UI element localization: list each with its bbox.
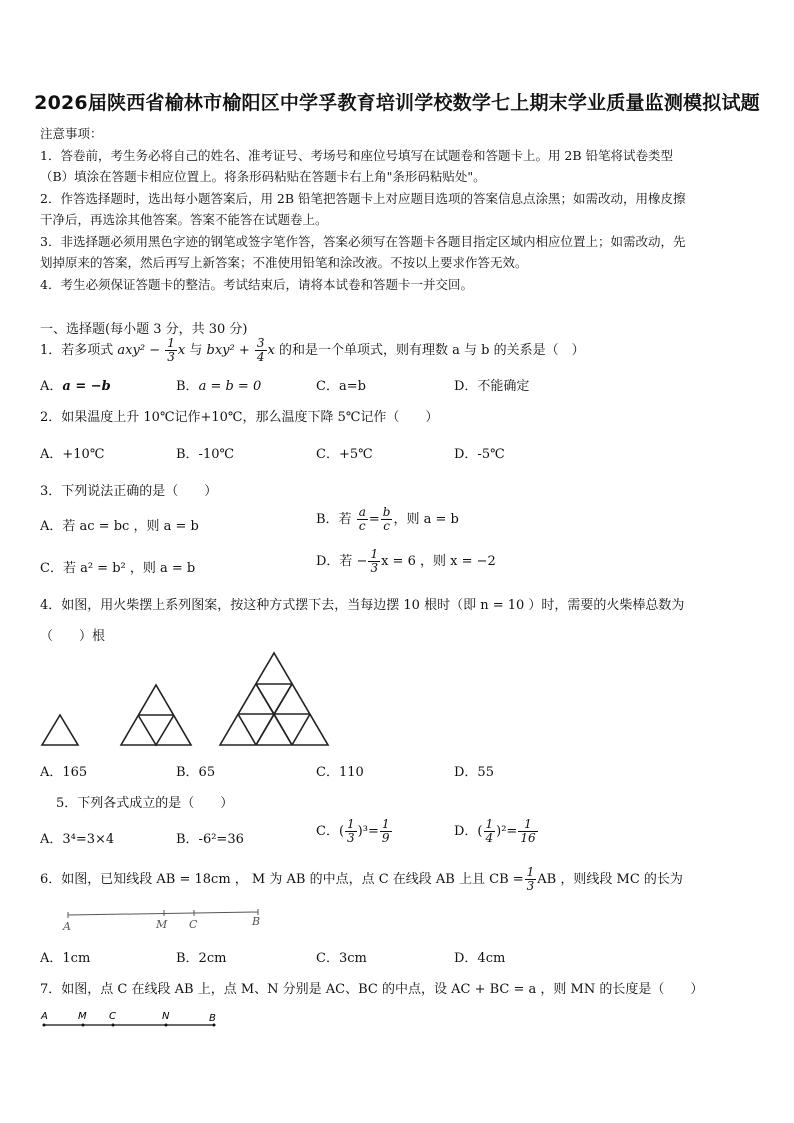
q5-option-c[interactable]: C．( $\frac{1}{3}$ )³= $\frac{1}{9}$ — [316, 817, 390, 845]
triangle-n1 — [42, 715, 78, 745]
q1-option-b[interactable]: B．a = b = 0 — [176, 379, 262, 394]
q4-option-d[interactable]: D．55 — [454, 765, 494, 780]
q5-option-b[interactable]: B．-6²=36 — [176, 832, 244, 847]
point-label: B — [209, 1013, 216, 1024]
q6-option-d[interactable]: D．4cm — [454, 951, 506, 966]
q2-option-c[interactable]: C．+5℃ — [316, 447, 373, 462]
q3-option-b[interactable]: B．若 $\frac{a}{c}$ = $\frac{b}{c}$ ，则 a = b — [316, 505, 459, 533]
question-4-stem: 4．如图，用火柴摆上系列图案，按这种方式摆下去，当每边摆 10 根时（即 n = 10 ）时，需要的火柴棒总数为 — [40, 598, 685, 613]
notice-line: 2．作答选择题时，选出每小题答案后，用 2B 铅笔把答题卡上对应题目选项的答案信息点涂黑；如需改动，用橡皮擦 — [40, 191, 686, 206]
q4-option-c[interactable]: C．110 — [316, 765, 364, 780]
q3-option-a[interactable]: A．若 ac = bc ，则 a = b — [40, 519, 199, 534]
q4-option-b[interactable]: B．65 — [176, 765, 216, 780]
q4-option-a[interactable]: A．165 — [40, 765, 88, 780]
notice-line: 1．答卷前，考生务必将自己的姓名、准考证号、考场号和座位号填写在试题卷和答题卡上。用 2B 铅笔将试卷类型 — [40, 148, 674, 163]
q5-option-d[interactable]: D．( $\frac{1}{4}$ )²= $\frac{1}{16}$ — [454, 817, 536, 845]
question-6-stem: 6．如图，已知线段 AB = 18cm ， M 为 AB 的中点，点 C 在线段 AB 上且 CB = $\frac{1}{3}$ AB ，则线段 MC 的长为 — [40, 865, 683, 893]
notice-line: （B）填涂在答题卡相应位置上。将条形码粘贴在答题卡右上角"条形码粘贴处"。 — [40, 169, 486, 184]
point-label: A — [41, 1011, 48, 1022]
q3-option-c[interactable]: C．若 a² = b² ，则 a = b — [40, 561, 196, 576]
question-5-stem: 5．下列各式成立的是（ ） — [56, 796, 234, 811]
page-title: 2026届陕西省榆林市榆阳区中学孚教育培训学校数学七上期末学业质量监测模拟试题 — [34, 92, 760, 114]
point-label: M — [156, 918, 168, 931]
point-label: C — [109, 1011, 116, 1022]
question-7-stem: 7．如图，点 C 在线段 AB 上，点 M、N 分别是 AC、BC 的中点，设 AC + BC = a ，则 MN 的长度是（ ） — [40, 982, 704, 997]
section-heading: 一、选择题(每小题 3 分，共 30 分) — [40, 322, 248, 337]
q2-option-d[interactable]: D．-5℃ — [454, 447, 505, 462]
q5-option-a[interactable]: A．3⁴=3×4 — [40, 832, 115, 847]
point-label: M — [78, 1011, 87, 1022]
segment-figure-q6 — [58, 906, 278, 932]
q6-option-c[interactable]: C．3cm — [316, 951, 367, 966]
notice-line: 干净后，再选涂其他答案。答案不能答在试题卷上。 — [40, 212, 328, 227]
notice-line: 3．非选择题必须用黑色字迹的钢笔或签字笔作答，答案必须写在答题卡各题目指定区域内相应位置上；如需改动，先 — [40, 234, 686, 249]
q6-option-b[interactable]: B．2cm — [176, 951, 227, 966]
question-4-stem-2: （ ）根 — [40, 629, 106, 644]
point-label: N — [162, 1011, 170, 1022]
point-label: C — [189, 918, 198, 931]
notice-heading: 注意事项： — [40, 126, 103, 141]
q3-option-d[interactable]: D．若 − $\frac{1}{3}$ x = 6 ，则 x = −2 — [316, 547, 496, 575]
q1-option-a[interactable]: A．a = −b — [40, 379, 111, 394]
point-label: B — [252, 915, 261, 928]
q1-option-c[interactable]: C．a=b — [316, 379, 366, 394]
triangle-n3 — [220, 653, 328, 745]
question-2-stem: 2．如果温度上升 10℃记作+10℃，那么温度下降 5℃记作（ ） — [40, 410, 439, 425]
point-label: A — [63, 920, 71, 932]
notice-line: 划掉原来的答案，然后再写上新答案；不准使用铅笔和涂改液。不按以上要求作答无效。 — [40, 255, 528, 270]
segment-figure-q7 — [38, 1008, 228, 1032]
q2-option-b[interactable]: B．-10℃ — [176, 447, 235, 462]
question-1-stem: 1．若多项式 axy² − $\frac{1}{3}$ x 与 bxy² + $\frac{3}{4}$ x 的和是一个单项式，则有理数 a 与 b 的关系是（ ） — [40, 336, 585, 364]
match-triangle-figure — [30, 648, 350, 752]
q2-option-a[interactable]: A．+10℃ — [40, 447, 105, 462]
notice-line: 4．考生必须保证答题卡的整洁。考试结束后，请将本试卷和答题卡一并交回。 — [40, 277, 473, 292]
question-3-stem: 3．下列说法正确的是（ ） — [40, 484, 218, 499]
q6-option-a[interactable]: A．1cm — [40, 951, 91, 966]
q1-option-d[interactable]: D．不能确定 — [454, 379, 530, 394]
